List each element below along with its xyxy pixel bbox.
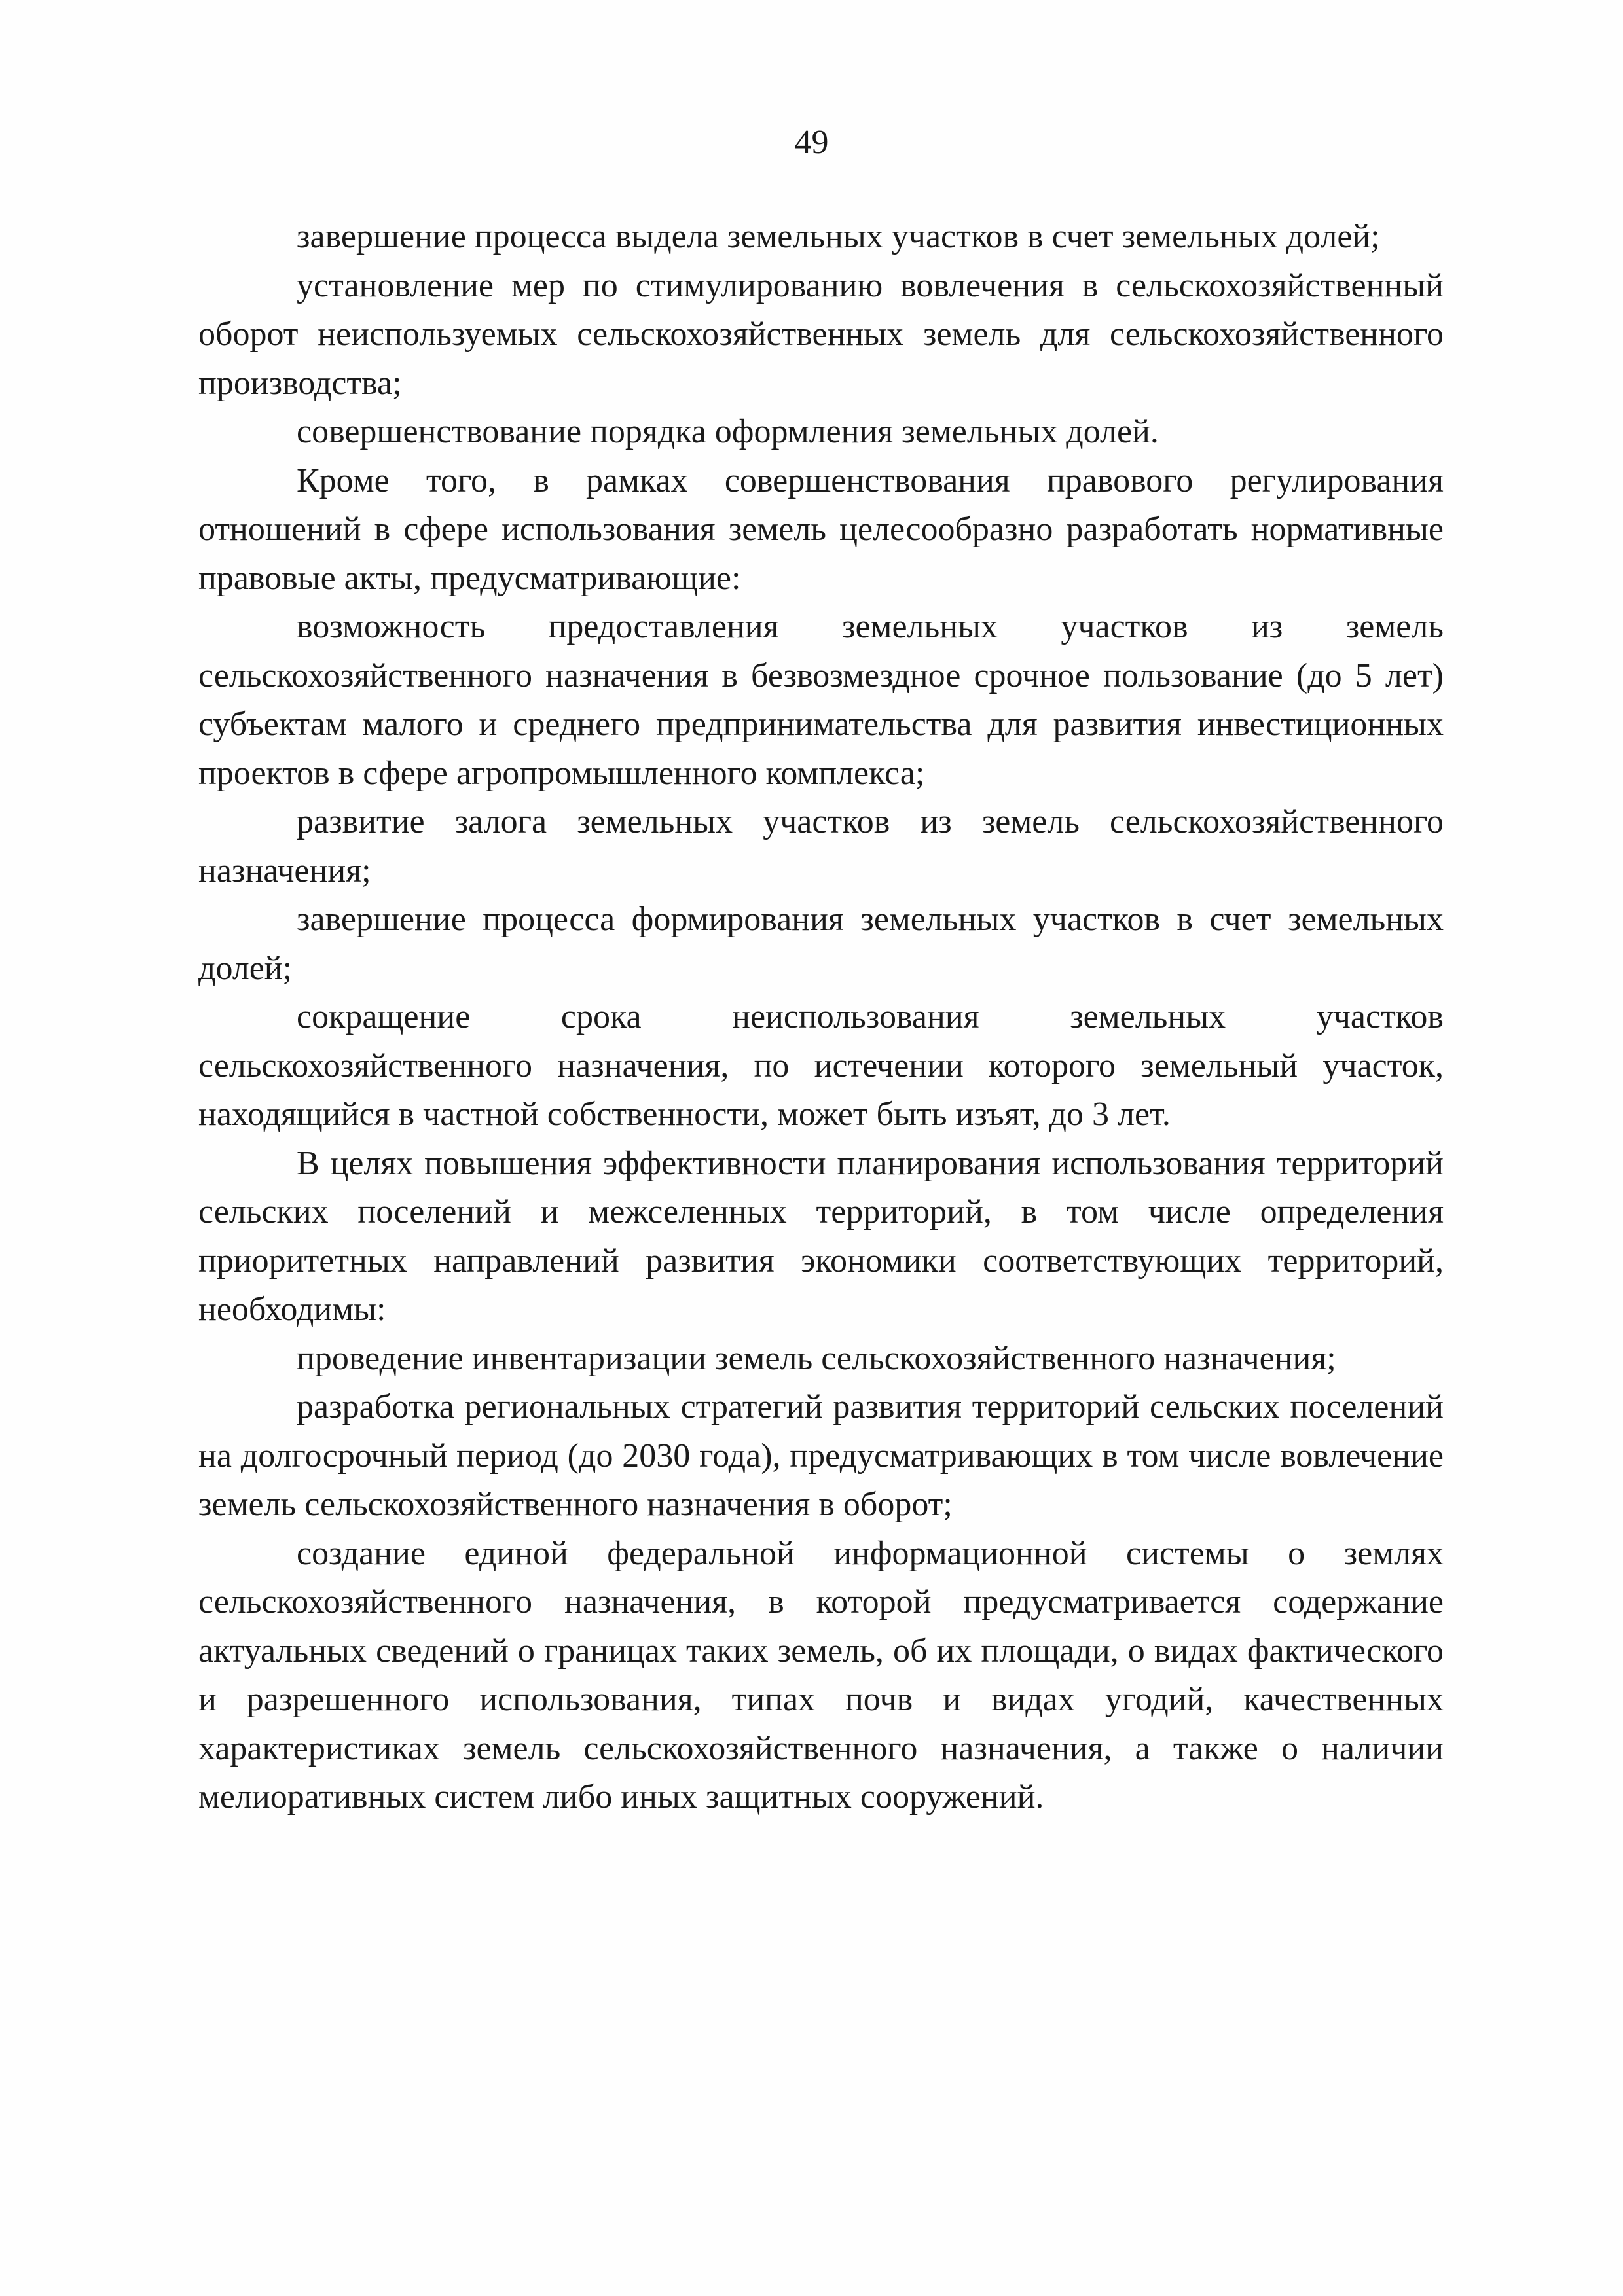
paragraph: завершение процесса выдела земельных участков в счет земельных долей; bbox=[297, 218, 1380, 255]
paragraph: разработка региональных стратегий развития территорий сельских поселений на долгосрочный период (до 2030 года), предусматривающих в том числе вовлечение земель сельскохозяйственного назначения в оборот; bbox=[198, 1388, 1444, 1523]
paragraph: развитие залога земельных участков из земель сельскохозяйственного назначения; bbox=[198, 803, 1444, 889]
paragraph: проведение инвентаризации земель сельскохозяйственного назначения; bbox=[297, 1339, 1336, 1377]
paragraph: Кроме того, в рамках совершенствования правового регулирования отношений в сфере использования земель целесообразно разработать нормативные правовые акты, предусматривающие: bbox=[198, 461, 1444, 597]
paragraph: завершение процесса формирования земельных участков в счет земельных долей; bbox=[198, 901, 1444, 987]
paragraph: В целях повышения эффективности планирования использования территорий сельских поселений и межселенных территорий, в том числе определения приоритетных направлений развития экономики соответствующих территорий, необходимы: bbox=[198, 1144, 1444, 1328]
page-number: 49 bbox=[794, 124, 829, 161]
paragraph: создание единой федеральной информационной системы о землях сельскохозяйственного назначения, в которой предусматривается содержание актуальных сведений о границах таких земель, об их площади, о видах фактического и разрешенного использования, типах почв и видах угодий, качественных характеристиках земель сельскохозяйственного назначения, а также о наличии мелиоративных систем либо иных защитных сооружений. bbox=[198, 1534, 1444, 1816]
paragraph: возможность предоставления земельных участков из земель сельскохозяйственного назначения в безвозмездное срочное пользование (до 5 лет) субъектам малого и среднего предпринимательства для развития инвестиционных проектов в сфере агропромышленного комплекса; bbox=[198, 608, 1444, 792]
paragraph: установление мер по стимулированию вовлечения в сельскохозяйственный оборот неиспользуемых сельскохозяйственных земель для сельскохозяйственного производства; bbox=[198, 266, 1444, 402]
body-text bbox=[198, 213, 1444, 1822]
paragraph: сокращение срока неиспользования земельных участков сельскохозяйственного назначения, по истечении которого земельный участок, находящийся в частной собственности, может быть изъят, до 3 лет. bbox=[198, 998, 1444, 1133]
paragraph: совершенствование порядка оформления земельных долей. bbox=[297, 413, 1159, 450]
